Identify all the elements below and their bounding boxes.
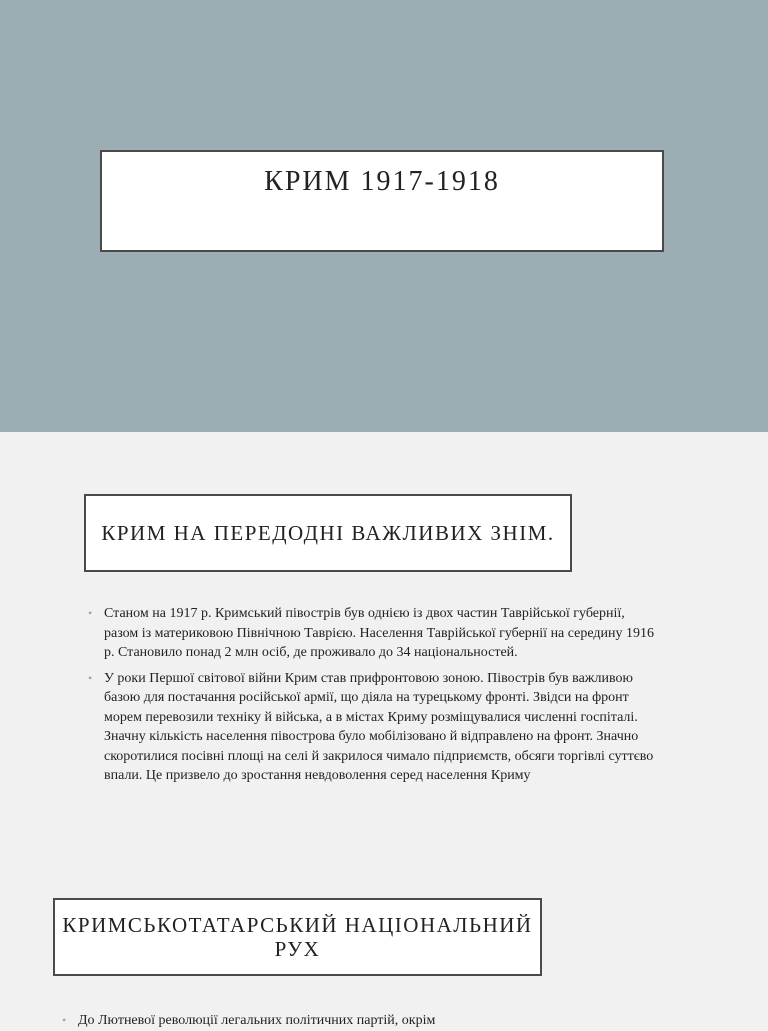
heading-box-crimea-eve — [84, 494, 572, 572]
heading-tatar-movement: КРИМСЬКОТАТАРСЬКИЙ НАЦІОНАЛЬНИЙ РУХ — [62, 913, 533, 961]
slide-title — [0, 0, 768, 432]
bullet-list-tatar-movement — [60, 1011, 660, 1031]
bullet-icon: • — [62, 1013, 67, 1027]
list-item-text: До Лютневої революції легальних політичних партій, окрім — [78, 1013, 436, 1028]
list-item — [60, 1011, 660, 1031]
heading-crimea-eve: КРИМ НА ПЕРЕДОДНІ ВАЖЛИВИХ ЗНІМ. — [101, 521, 555, 545]
title-box — [100, 150, 664, 252]
bullet-icon: • — [88, 670, 93, 685]
bullet-list-crimea-eve — [86, 604, 656, 792]
list-item-text: У роки Першої світової війни Крим став прифронтовою зоною. Півострів був важливою базою для постачання російської армії, що діяла на турецькому фронті. Звідси на фронт морем перевозили техніку й війська, а в містах Криму розміщувалися численні госпіталі. Значну кількість населення півострова було мобілізовано й відправлено на фронт. Значно скоротилися посівні площі на селі й закрилося чимало підприємств, обсяги торгівлі суттєво впали. Це призвело до зростання невдоволення серед населення Криму — [104, 670, 654, 783]
list-item — [86, 604, 656, 663]
list-item-text: Станом на 1917 р. Кримський півострів був однією із двох частин Таврійської губернії, разом із материковою Північною Таврією. Населення Таврійської губернії на середину 1916 р. Становило понад 2 млн осіб, де проживало до 34 національностей. — [104, 606, 655, 660]
slide-title-text: КРИМ 1917-1918 — [264, 166, 500, 197]
heading-box-tatar-movement — [53, 898, 542, 976]
bullet-icon: • — [88, 606, 93, 620]
list-item — [86, 669, 656, 786]
